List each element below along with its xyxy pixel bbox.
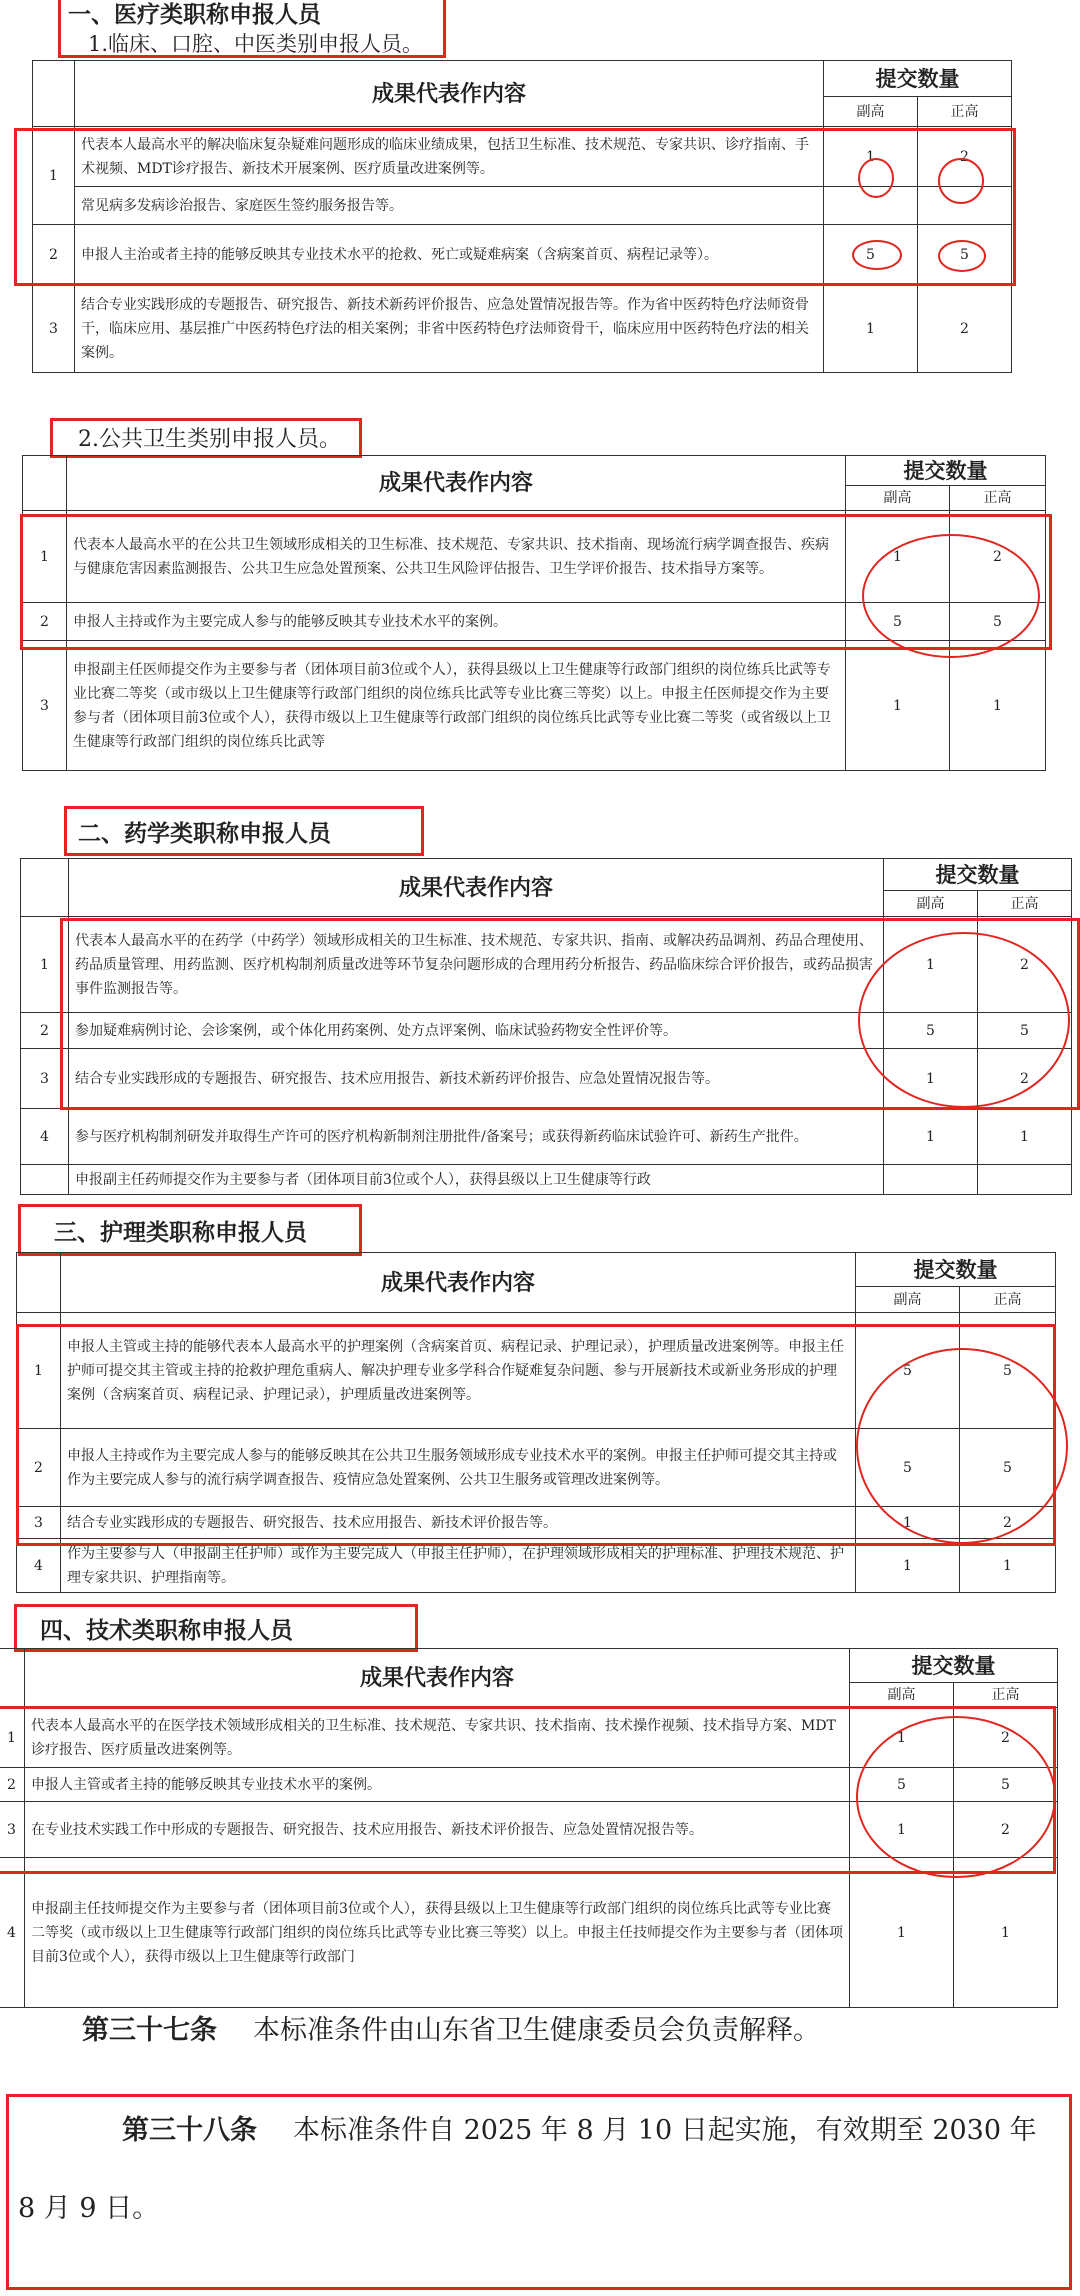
article-37-text: 本标准条件由山东省卫生健康委员会负责解释。 [253, 2015, 820, 2046]
row-content: 参加疑难病例讨论、会诊案例，或个体化用药案例、处方点评案例、临床试验药物安全性评价等。 [69, 1013, 884, 1049]
deputy-value: 1 [884, 917, 978, 1013]
deputy-header: 副高 [824, 97, 918, 127]
full-value: 5 [954, 1768, 1058, 1802]
content-header: 成果代表作内容 [67, 456, 846, 511]
full-header: 正高 [978, 891, 1072, 917]
row-number: 3 [21, 1049, 69, 1109]
annotation-circle [862, 534, 1040, 658]
deputy-value: 1 [850, 1802, 954, 1858]
row-number: 2 [21, 1013, 69, 1049]
row-content: 在专业技术实践工作中形成的专题报告、研究报告、技术应用报告、新技术评价报告、应急处置情况报告等。 [25, 1802, 850, 1858]
deputy-header: 副高 [884, 891, 978, 917]
annotation-circle [938, 158, 984, 204]
deputy-value: 5 [856, 1313, 960, 1429]
deputy-value: 5 [846, 603, 950, 641]
quantity-header: 提交数量 [856, 1253, 1056, 1287]
row-content: 申报人主治或者主持的能够反映其专业技术水平的抢救、死亡或疑难病案（含病案首页、病程记录等）。 [75, 225, 824, 285]
deputy-value: 1 [884, 1109, 978, 1165]
full-value: 2 [918, 127, 1012, 187]
annotation-circle [856, 1348, 1068, 1544]
section1-title: 一、医疗类职称申报人员 [68, 1, 321, 28]
full-header: 正高 [950, 486, 1046, 511]
quantity-header: 提交数量 [824, 61, 1012, 97]
quantity-header: 提交数量 [850, 1649, 1058, 1683]
section3-title: 二、药学类职称申报人员 [78, 820, 331, 847]
full-value: 2 [978, 917, 1072, 1013]
deputy-value: 5 [824, 225, 918, 285]
deputy-header: 副高 [850, 1683, 954, 1708]
row-content: 常见病多发病诊治报告、家庭医生签约服务报告等。 [75, 187, 824, 225]
row-number: 4 [0, 1858, 25, 2008]
row-number: 4 [17, 1539, 61, 1593]
full-value: 2 [950, 511, 1046, 603]
full-value: 5 [978, 1013, 1072, 1049]
row-content: 申报人主持或作为主要完成人参与的能够反映其专业技术水平的案例。 [67, 603, 846, 641]
article-38-continued: 8 月 9 日。 [18, 2193, 160, 2224]
full-value: 5 [960, 1429, 1056, 1507]
article-38 [122, 2108, 1037, 2147]
row-number: 2 [33, 225, 75, 285]
full-value: 5 [960, 1313, 1056, 1429]
content-header: 成果代表作内容 [75, 61, 824, 127]
row-content: 代表本人最高水平的在医学技术领域形成相关的卫生标准、技术规范、专家共识、技术指南、技术操作视频、技术指导方案、MDT诊疗报告、医疗质量改进案例等。 [25, 1708, 850, 1768]
quantity-header: 提交数量 [884, 859, 1072, 891]
content-header: 成果代表作内容 [25, 1649, 850, 1708]
row-content: 申报人主持或作为主要完成人参与的能够反映其在公共卫生服务领域形成专业技术水平的案例。申报主任护师可提交其主持或作为主要完成人参与的流行病学调查报告、疫情应急处置案例、公共卫生服务或管理改进案例等。 [61, 1429, 856, 1507]
row-content: 申报副主任药师提交作为主要参与者（团体项目前3位或个人），获得县级以上卫生健康等行政 [69, 1165, 884, 1195]
deputy-value: 1 [856, 1539, 960, 1593]
row-content: 结合专业实践形成的专题报告、研究报告、新技术新药评价报告、应急处置情况报告等。作为省中医药特色疗法师资骨干，临床应用、基层推广中医药特色疗法的相关案例；非省中医药特色疗法师资骨干，临床应用中医药特色疗法的相关案例。 [75, 285, 824, 373]
full-header: 正高 [918, 97, 1012, 127]
section5-title: 四、技术类职称申报人员 [40, 1617, 293, 1644]
row-number: 1 [23, 511, 67, 603]
full-header: 正高 [960, 1287, 1056, 1313]
row-content: 参与医疗机构制剂研发并取得生产许可的医疗机构新制剂注册批件/备案号；或获得新药临床试验许可、新药生产批件。 [69, 1109, 884, 1165]
row-number: 3 [23, 641, 67, 771]
row-content: 代表本人最高水平的在公共卫生领域形成相关的卫生标准、技术规范、专家共识、技术指南、现场流行病学调查报告、疾病与健康危害因素监测报告、公共卫生应急处置预案、公共卫生风险评估报告、卫生学评价报告、技术指导方案等。 [67, 511, 846, 603]
deputy-value: 1 [856, 1507, 960, 1539]
row-content: 作为主要参与人（申报副主任护师）或作为主要完成人（申报主任护师），在护理领域形成相关的护理标准、护理技术规范、护理专家共识、护理指南等。 [61, 1539, 856, 1593]
annotation-circle [856, 1716, 1056, 1878]
section2-subtitle: 2.公共卫生类别申报人员。 [78, 427, 341, 452]
deputy-header: 副高 [846, 486, 950, 511]
full-value: 2 [918, 285, 1012, 373]
article-37-label: 第三十七条 [82, 2015, 217, 2046]
deputy-value: 5 [850, 1768, 954, 1802]
full-value: 2 [954, 1708, 1058, 1768]
row-number: 2 [0, 1768, 25, 1802]
full-value: 1 [978, 1109, 1072, 1165]
full-value: 2 [960, 1507, 1056, 1539]
row-number: 3 [17, 1507, 61, 1539]
deputy-value: 1 [846, 511, 950, 603]
deputy-value: 5 [856, 1429, 960, 1507]
row-number: 2 [17, 1429, 61, 1507]
row-content: 申报人主管或者主持的能够反映其专业技术水平的案例。 [25, 1768, 850, 1802]
annotation-circle [858, 158, 894, 198]
row-content: 代表本人最高水平的解决临床复杂疑难问题形成的临床业绩成果，包括卫生标准、技术规范、专家共识、诊疗指南、手术视频、MDT诊疗报告、新技术开展案例、医疗质量改进案例等。 [75, 127, 824, 187]
content-header: 成果代表作内容 [61, 1253, 856, 1313]
full-value: 2 [954, 1802, 1058, 1858]
row-content: 申报副主任技师提交作为主要参与者（团体项目前3位或个人），获得县级以上卫生健康等行政部门组织的岗位练兵比武等专业比赛二等奖（或市级以上卫生健康等行政部门组织的岗位练兵比武等专业比赛三等奖）以上。申报主任技师提交作为主要参与者（团体项目前3位或个人），获得市级以上卫生健康等行政部门 [25, 1858, 850, 2008]
row-number: 1 [0, 1708, 25, 1768]
full-value: 1 [960, 1539, 1056, 1593]
annotation-circle [938, 240, 986, 272]
full-value: 5 [918, 225, 1012, 285]
full-value: 1 [954, 1858, 1058, 2008]
article-37 [82, 2008, 820, 2047]
full-value: 1 [950, 641, 1046, 771]
row-content: 申报副主任医师提交作为主要参与者（团体项目前3位或个人），获得县级以上卫生健康等行政部门组织的岗位练兵比武等专业比赛二等奖（或市级以上卫生健康等行政部门组织的岗位练兵比武等专业比赛三等奖）以上。申报主任医师提交作为主要参与者（团体项目前3位或个人），获得市级以上卫生健康等行政部门组织的岗位练兵比武等专业比赛二等奖（或省级以上卫生健康等行政部门组织的岗位练兵比武等 [67, 641, 846, 771]
annotation-circle [858, 932, 1070, 1108]
deputy-header: 副高 [856, 1287, 960, 1313]
quantity-header: 提交数量 [846, 456, 1046, 486]
row-number: 3 [33, 285, 75, 373]
row-number: 1 [33, 127, 75, 225]
deputy-value: 1 [846, 641, 950, 771]
full-header: 正高 [954, 1683, 1058, 1708]
row-content: 申报人主管或主持的能够代表本人最高水平的护理案例（含病案首页、病程记录、护理记录），护理质量改进案例等。申报主任护师可提交其主管或主持的抢救护理危重病人、解决护理专业多学科合作疑难复杂问题、参与开展新技术或新业务形成的护理案例（含病案首页、病程记录、护理记录），护理质量改进案例等。 [61, 1313, 856, 1429]
article-38-label: 第三十八条 [122, 2115, 257, 2146]
row-content: 代表本人最高水平的在药学（中药学）领域形成相关的卫生标准、技术规范、专家共识、指南、或解决药品调剂、药品合理使用、药品质量管理、用药监测、医疗机构制剂质量改进等环节复杂问题形成的合理用药分析报告、药品临床综合评价报告，或药品损害事件监测报告等。 [69, 917, 884, 1013]
row-content: 结合专业实践形成的专题报告、研究报告、技术应用报告、新技术评价报告等。 [61, 1507, 856, 1539]
annotation-circle [852, 240, 902, 270]
article-38-text: 本标准条件自 2025 年 8 月 10 日起实施，有效期至 2030 年 [293, 2115, 1037, 2146]
row-number: 1 [17, 1313, 61, 1429]
deputy-value: 1 [884, 1049, 978, 1109]
section1-subtitle: 1.临床、口腔、中医类别申报人员。 [88, 32, 424, 56]
deputy-value: 1 [824, 127, 918, 187]
row-content: 结合专业实践形成的专题报告、研究报告、技术应用报告、新技术新药评价报告、应急处置情况报告等。 [69, 1049, 884, 1109]
deputy-value: 5 [884, 1013, 978, 1049]
row-number: 3 [0, 1802, 25, 1858]
deputy-value: 1 [850, 1858, 954, 2008]
row-number: 1 [21, 917, 69, 1013]
full-value: 5 [950, 603, 1046, 641]
section4-title: 三、护理类职称申报人员 [54, 1219, 307, 1246]
deputy-value: 1 [850, 1708, 954, 1768]
full-value: 2 [978, 1049, 1072, 1109]
deputy-value: 1 [824, 285, 918, 373]
content-header: 成果代表作内容 [69, 859, 884, 917]
row-number: 2 [23, 603, 67, 641]
row-number: 4 [21, 1109, 69, 1165]
